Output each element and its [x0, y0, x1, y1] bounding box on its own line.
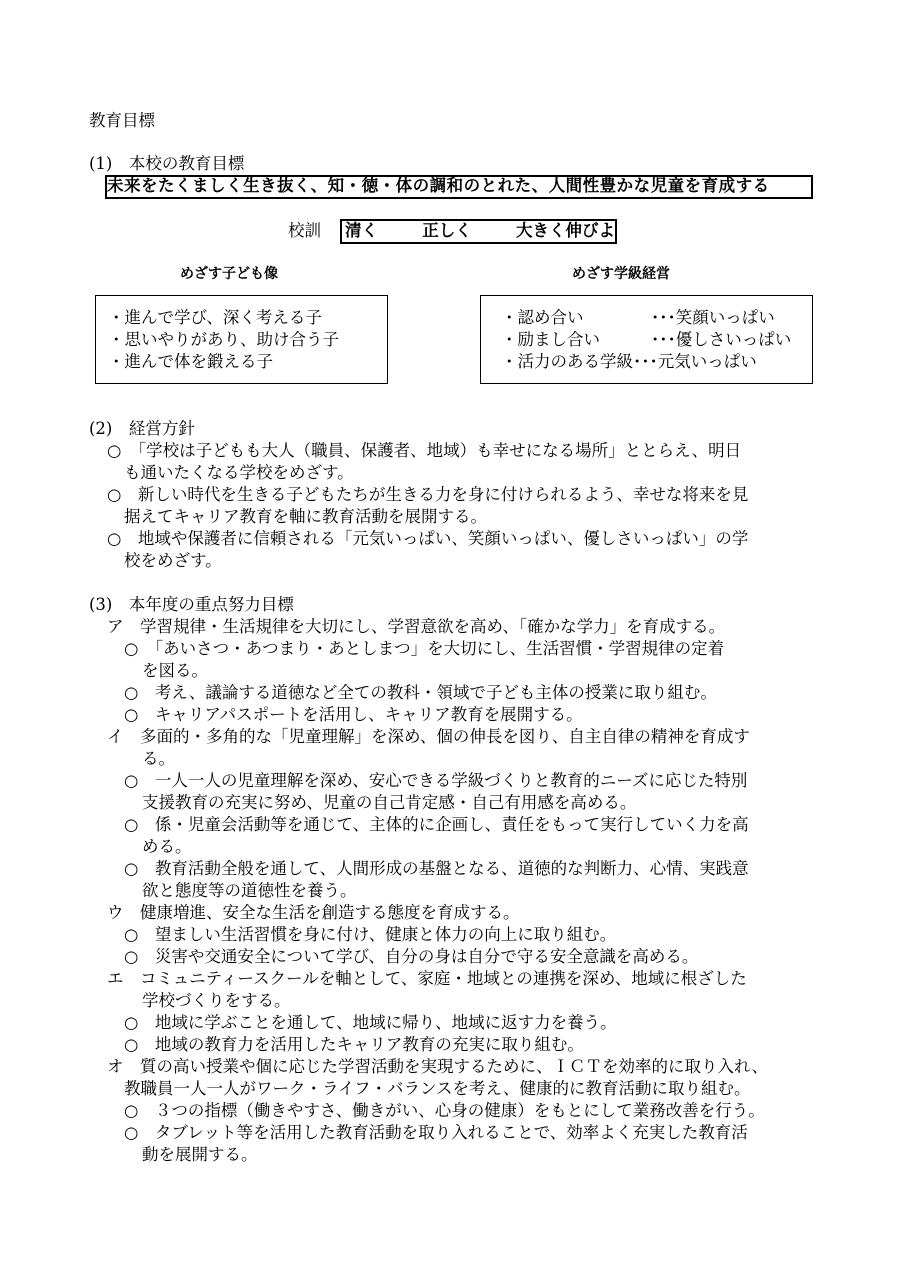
- goal-item: 教職員一人一人がワーク・ライフ・バランスを考え、健康的に教育活動に取り組む。: [124, 1079, 751, 1098]
- policy-line: も通いたくなる学校をめざす。: [124, 463, 354, 482]
- goal-item: る。: [142, 749, 175, 768]
- goal-subitem: ○ 「あいさつ・あつまり・あとしまつ」を大切にし、生活習慣・学習規律の定着: [124, 639, 725, 658]
- class-management-box: [480, 295, 813, 384]
- goal-item: 学校づくりをする。: [142, 991, 291, 1010]
- goal-subitem: を図る。: [142, 661, 208, 680]
- goal-subitem: ○ ３つの指標（働きやすさ、働きがい、心身の健康）をもとにして業務改善を行う。: [124, 1101, 765, 1120]
- goal-subitem: ○ 地域の教育力を活用したキャリア教育の充実に取り組む。: [124, 1035, 584, 1054]
- goal-subitem: ○ 教育活動全般を通して、人間形成の基盤となる、道徳的な判断力、心情、実践意: [124, 859, 749, 878]
- goal-subitem: める。: [142, 837, 192, 856]
- goal-subitem: ○ 望ましい生活習慣を身に付け、健康と体力の向上に取り組む。: [124, 925, 617, 944]
- goal-subitem: ○ 災害や交通安全について学び、自分の身は自分で守る安全意識を高める。: [124, 947, 699, 966]
- section3-heading: (3) 本年度の重点努力目標: [89, 595, 294, 614]
- school-motto: [345, 220, 615, 242]
- goal-subitem: ○ 考え、議論する道徳など全ての教科・領域で子ども主体の授業に取り組む。: [124, 683, 717, 702]
- goal-subitem: ○ タブレット等を活用した教育活動を取り入れることで、効率よく充実した教育活: [124, 1123, 748, 1142]
- goal-subitem: 欲と態度等の道徳性を養う。: [142, 881, 357, 900]
- list-item: ・認め合い ･･･笑顔いっぱい: [501, 308, 775, 327]
- goal-subitem: ○ キャリアパスポートを活用し、キャリア教育を展開する。: [124, 705, 583, 724]
- goal-subitem: ○ 地域に学ぶことを通して、地域に帰り、地域に返す力を養う。: [124, 1013, 617, 1032]
- goal-item: イ 多面的・多角的な「児童理解」を深め、個の伸長を図り、自主自律の精神を育成す: [107, 727, 750, 746]
- list-item: ・進んで学び、深く考える子: [108, 308, 322, 327]
- list-item: ・励まし合い ･･･優しさいっぱい: [501, 330, 792, 349]
- class-heading: めざす学級経営: [572, 266, 670, 282]
- goal-subitem: 動を展開する。: [142, 1145, 258, 1164]
- school-goal: 未来をたくましく生き抜く、知・徳・体の調和のとれた、人間性豊かな児童を育成する: [107, 176, 770, 195]
- motto-label: 校訓: [288, 221, 321, 240]
- child-heading: めざす子ども像: [180, 266, 278, 282]
- policy-line: 校をめざす。: [124, 551, 222, 570]
- motto-item: 清く: [345, 221, 378, 240]
- policy-line: 据えてキャリア教育を軸に教育活動を展開する。: [124, 507, 487, 526]
- section1-heading: (1) 本校の教育目標: [89, 154, 245, 173]
- policy-line: ○ 新しい時代を生きる子どもたちが生きる力を身に付けられるよう、幸せな将来を見: [107, 485, 749, 504]
- motto-item: 大きく伸びよ: [516, 221, 615, 240]
- goal-item: ア 学習規律・生活規律を大切にし、学習意欲を高め、「確かな学力」を育成する。: [107, 617, 726, 636]
- goal-subitem: 支援教育の充実に努め、児童の自己肯定感・自己有用感を高める。: [142, 793, 637, 812]
- goal-item: エ コミュニティースクールを軸として、家庭・地域との連携を深め、地域に根ざした: [107, 969, 747, 988]
- list-item: ・進んで体を鍛える子: [108, 352, 273, 371]
- goal-subitem: ○ 一人一人の児童理解を深め、安心できる学級づくりと教育的ニーズに応じた特別: [124, 771, 748, 790]
- motto-item: 正しく: [422, 221, 472, 240]
- policy-line: ○ 地域や保護者に信頼される「元気いっぱい、笑顔いっぱい、優しさいっぱい」の学: [107, 529, 749, 548]
- goal-item: オ 質の高い授業や個に応じた学習活動を実現するために、ＩＣＴを効率的に取り入れ、: [107, 1057, 768, 1076]
- goal-item: ウ 健康増進、安全な生活を創造する態度を育成する。: [107, 903, 520, 922]
- page-title: 教育目標: [89, 111, 155, 130]
- goal-subitem: ○ 係・児童会活動等を通じて、主体的に企画し、責任をもって実行していく力を高: [124, 815, 749, 834]
- list-item: ・思いやりがあり、助け合う子: [108, 330, 339, 349]
- section2-heading: (2) 経営方針: [89, 419, 195, 438]
- child-image-box: [95, 295, 388, 384]
- policy-line: ○ 「学校は子どもも大人（職員、保護者、地域）も幸せになる場所」ととらえ、明日: [107, 441, 742, 460]
- list-item: ・活力のある学級 ･･･元気いっぱい: [501, 352, 757, 371]
